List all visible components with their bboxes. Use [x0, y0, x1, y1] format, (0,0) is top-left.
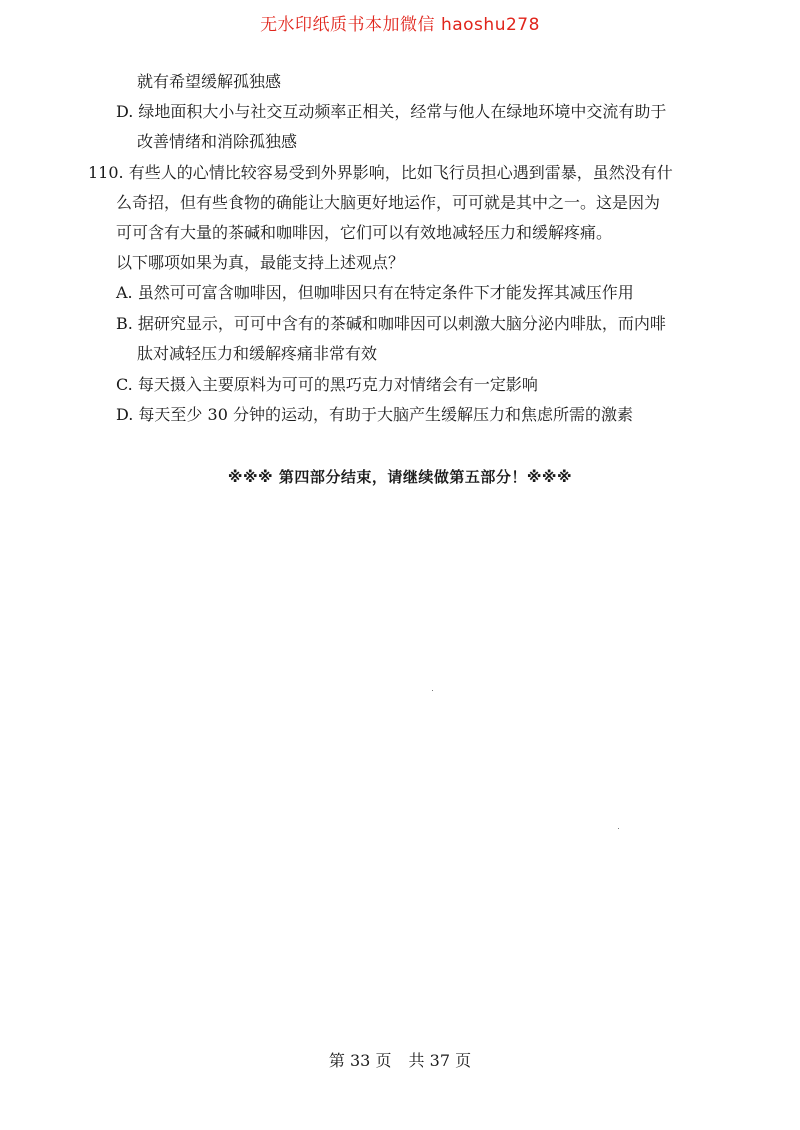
q110-stem-line3: 可可含有大量的茶碱和咖啡因，它们可以有效地减轻压力和缓解疼痛。: [116, 223, 613, 242]
page-number: 第 33 页: [328, 1051, 392, 1070]
q109-continuation: 就有希望缓解孤独感: [137, 72, 282, 91]
page-footer: [0, 1048, 800, 1071]
q109-option-d-line1: D. 绿地面积大小与社交互动频率正相关，经常与他人在绿地环境中交流有助于: [116, 102, 667, 121]
scan-speck: [618, 828, 619, 829]
section-end-notice: ※※※ 第四部分结束，请继续做第五部分！※※※: [227, 468, 573, 486]
page-total: 共 37 页: [408, 1051, 472, 1070]
q109-option-d-line2: 改善情绪和消除孤独感: [137, 132, 298, 151]
q110-option-a: A. 虽然可可富含咖啡因，但咖啡因只有在特定条件下才能发挥其减压作用: [116, 283, 634, 302]
q110-option-b-line1: B. 据研究显示，可可中含有的茶碱和咖啡因可以刺激大脑分泌内啡肽，而内啡: [116, 314, 666, 333]
scan-speck: [432, 690, 433, 691]
q110-option-d: D. 每天至少 30 分钟的运动，有助于大脑产生缓解压力和焦虑所需的激素: [116, 405, 633, 424]
q110-option-c: C. 每天摄入主要原料为可可的黑巧克力对情绪会有一定影响: [116, 375, 538, 394]
q110-stem-line2: 么奇招，但有些食物的确能让大脑更好地运作，可可就是其中之一。这是因为: [116, 193, 661, 212]
q110-prompt: 以下哪项如果为真，最能支持上述观点？: [116, 253, 405, 272]
watermark-text: 无水印纸质书本加微信 haoshu278: [260, 15, 540, 35]
q110-stem-line1: 110. 有些人的心情比较容易受到外界影响，比如飞行员担心遇到雷暴，虽然没有什: [88, 163, 673, 182]
q110-option-b-line2: 肽对减轻压力和缓解疼痛非常有效: [137, 344, 378, 363]
